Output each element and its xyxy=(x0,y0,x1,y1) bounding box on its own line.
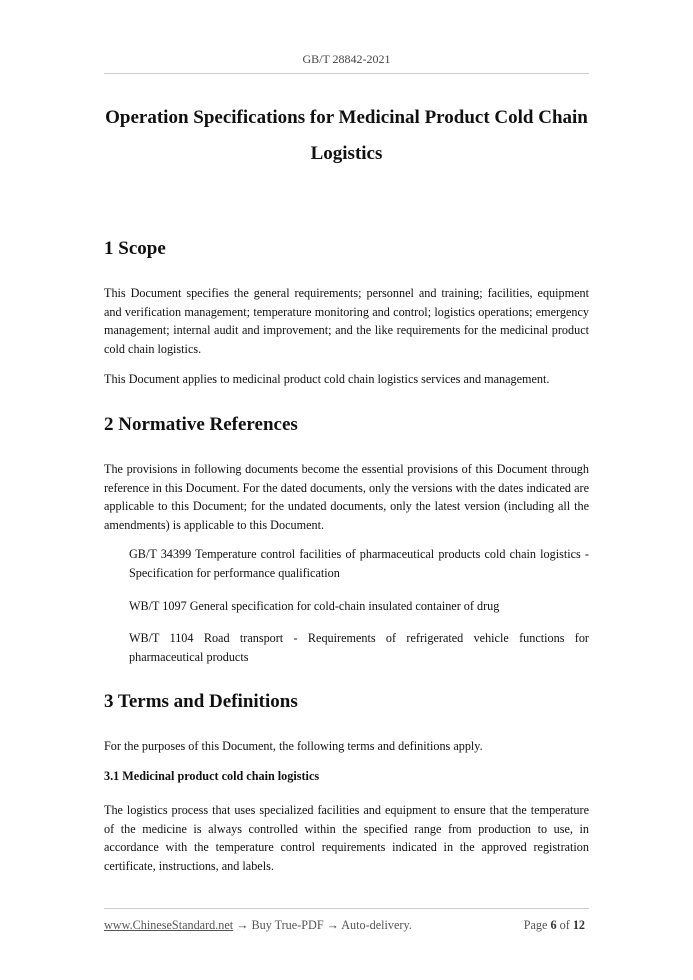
reference-item: WB/T 1104 Road transport - Requirements of refrigerated vehicle functions for pharmaceutical products xyxy=(129,631,589,664)
arrow-right-icon: → xyxy=(236,918,249,932)
document-title xyxy=(100,100,593,172)
terms-paragraph: For the purposes of this Document, the following terms and definitions apply. xyxy=(104,739,483,753)
scope-paragraph-1: This Document specifies the general requirements; personnel and training; facilities, equipment and verification management; temperature monitoring and control; logistics operations; emergency management; internal audit and improvement; and the like requirements for the medicinal product cold chain logistics. xyxy=(104,286,589,356)
title-line-1: Operation Specifications for Medicinal Product Cold Chain xyxy=(105,107,588,128)
term-heading: 3.1 Medicinal product cold chain logistics xyxy=(104,769,320,783)
term-definition: The logistics process that uses specialized facilities and equipment to ensure that the temperature of the medicine is always controlled within the specified range from production to use, in accordance with the temperature control requirements indicated in the approved registration certificate, instructions, and labels. xyxy=(104,803,589,873)
footer-promo xyxy=(104,918,412,933)
website-link[interactable]: www.ChineseStandard.net xyxy=(104,918,234,932)
page-current: 6 xyxy=(550,918,557,932)
footer-divider xyxy=(104,908,589,909)
reference-item: GB/T 34399 Temperature control facilities of pharmaceutical products cold chain logistics - Specification for performance qualification xyxy=(129,547,589,580)
section-heading-terms-definitions: 3 Terms and Definitions xyxy=(104,691,298,712)
page-total: 12 xyxy=(572,918,585,932)
title-line-2: Logistics xyxy=(310,143,383,164)
auto-delivery-text: Auto-delivery. xyxy=(341,918,412,932)
header-divider xyxy=(104,73,589,74)
buy-pdf-text: Buy True-PDF xyxy=(251,918,324,932)
page-label: Page xyxy=(523,918,548,932)
scope-paragraph-2: This Document applies to medicinal product cold chain logistics services and management. xyxy=(104,372,550,386)
section-heading-normative-references: 2 Normative References xyxy=(104,414,298,435)
normative-paragraph: The provisions in following documents become the essential provisions of this Document through reference in this Document. For the dated documents, only the versions with the dates indicated are applicable to this Document; for the undated documents, only the latest version (including all the amendments) is applicable to this Document. xyxy=(104,462,589,532)
arrow-right-icon: → xyxy=(326,918,339,932)
page-number xyxy=(524,918,585,933)
page-of-label: of xyxy=(559,918,570,932)
reference-item: WB/T 1097 General specification for cold-chain insulated container of drug xyxy=(129,599,500,613)
section-heading-scope: 1 Scope xyxy=(104,238,166,259)
standard-code: GB/T 28842-2021 xyxy=(302,52,391,66)
